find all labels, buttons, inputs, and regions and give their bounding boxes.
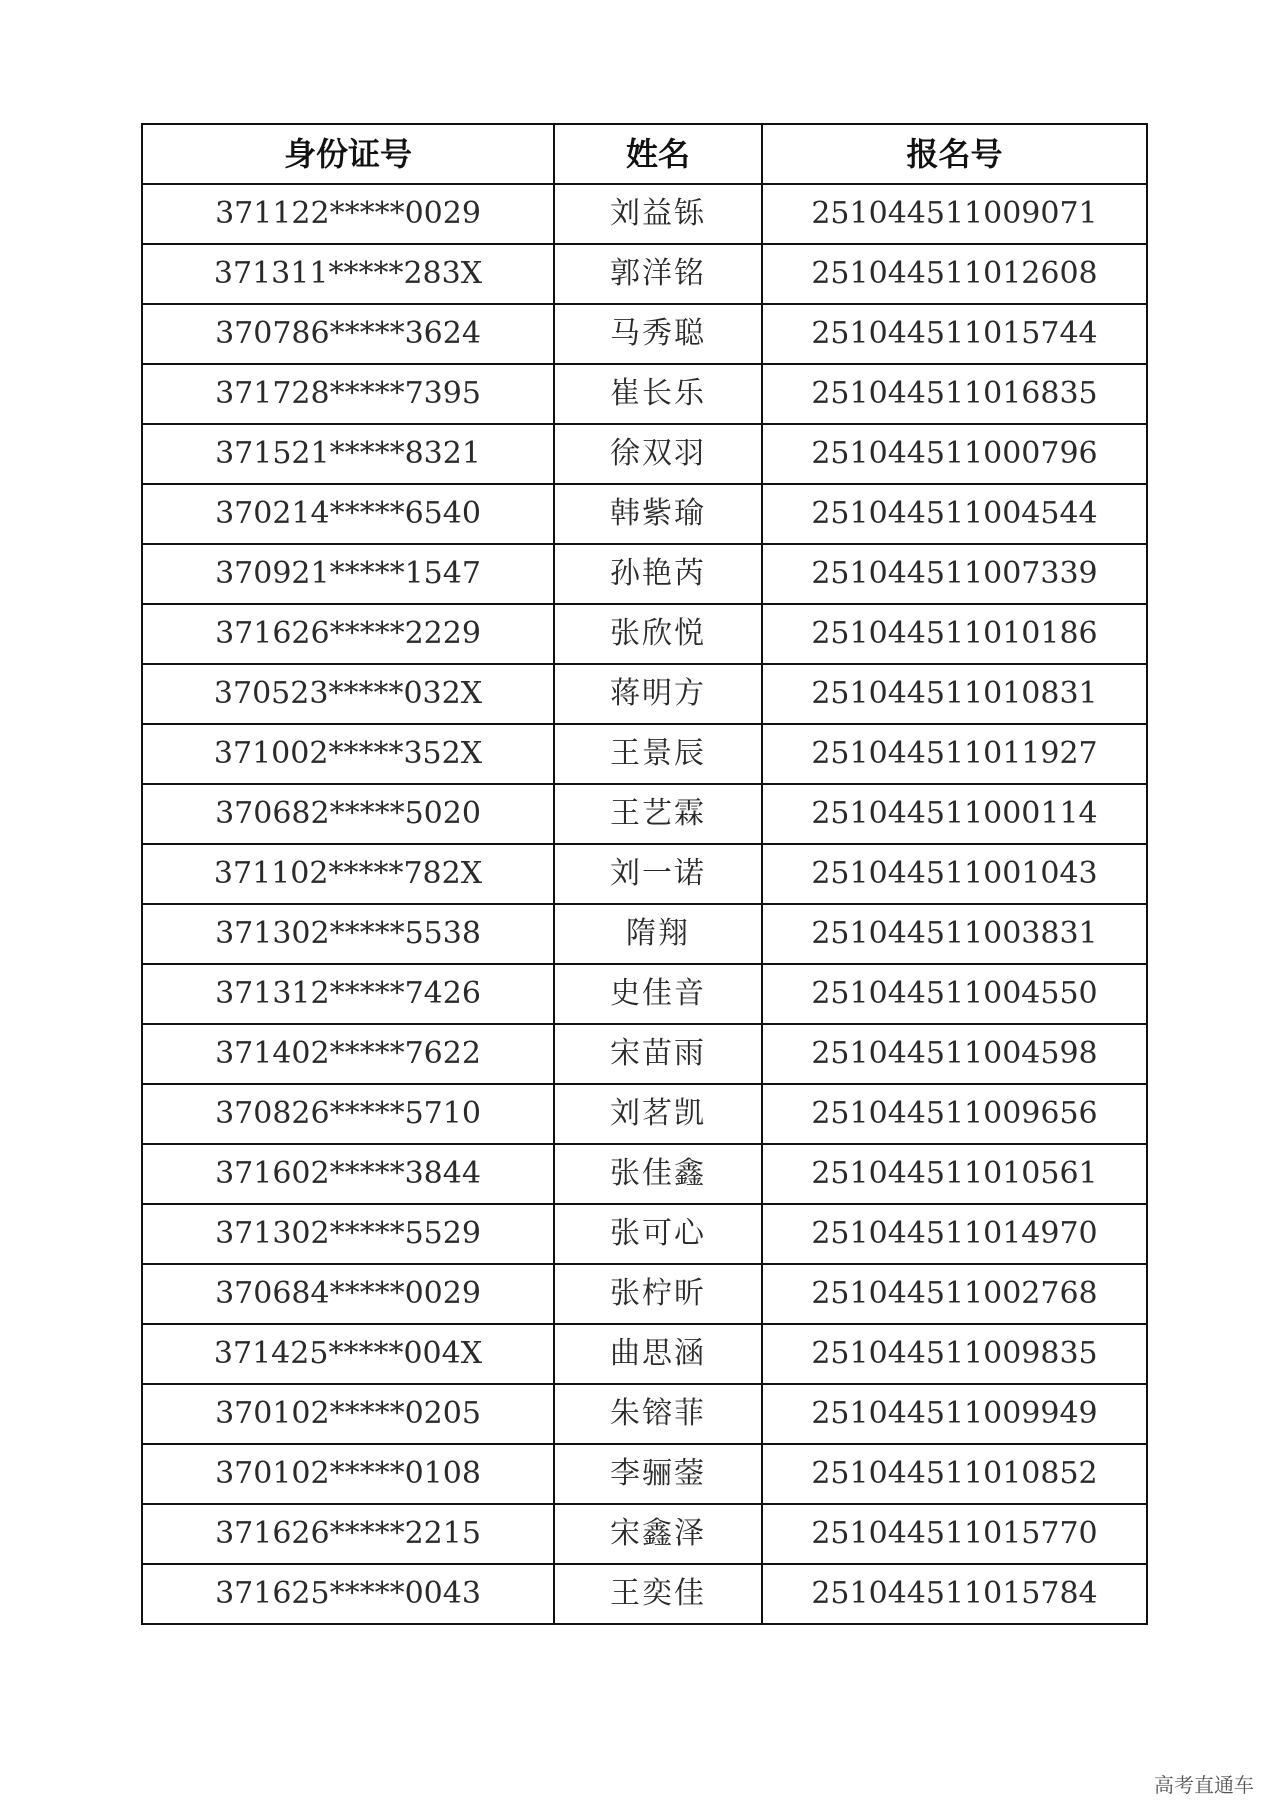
cell-registration-number: 251044511016835 — [762, 364, 1147, 424]
table-row — [142, 904, 1147, 964]
table-row — [142, 1444, 1147, 1504]
cell-id-number: 371626*****2229 — [142, 604, 554, 664]
table-row — [142, 1204, 1147, 1264]
cell-name: 史佳音 — [554, 964, 762, 1024]
table-row — [142, 544, 1147, 604]
table-row — [142, 604, 1147, 664]
cell-id-number: 370786*****3624 — [142, 304, 554, 364]
table-row — [142, 964, 1147, 1024]
cell-id-number: 371122*****0029 — [142, 184, 554, 244]
cell-id-number: 370102*****0108 — [142, 1444, 554, 1504]
cell-id-number: 371302*****5538 — [142, 904, 554, 964]
cell-registration-number: 251044511015770 — [762, 1504, 1147, 1564]
cell-registration-number: 251044511010831 — [762, 664, 1147, 724]
table-row — [142, 1024, 1147, 1084]
cell-id-number: 371402*****7622 — [142, 1024, 554, 1084]
cell-id-number: 371311*****283X — [142, 244, 554, 304]
header-registration-number: 报名号 — [762, 124, 1147, 184]
table-row — [142, 1144, 1147, 1204]
cell-registration-number: 251044511003831 — [762, 904, 1147, 964]
cell-name: 宋苗雨 — [554, 1024, 762, 1084]
cell-id-number: 371302*****5529 — [142, 1204, 554, 1264]
cell-id-number: 371602*****3844 — [142, 1144, 554, 1204]
table-row — [142, 664, 1147, 724]
cell-name: 崔长乐 — [554, 364, 762, 424]
cell-registration-number: 251044511004598 — [762, 1024, 1147, 1084]
table-row — [142, 484, 1147, 544]
table-header-row — [142, 124, 1147, 184]
table-row — [142, 784, 1147, 844]
cell-id-number: 370921*****1547 — [142, 544, 554, 604]
table-body — [142, 184, 1147, 1624]
cell-id-number: 371626*****2215 — [142, 1504, 554, 1564]
cell-id-number: 370102*****0205 — [142, 1384, 554, 1444]
cell-registration-number: 251044511000114 — [762, 784, 1147, 844]
cell-registration-number: 251044511011927 — [762, 724, 1147, 784]
cell-name: 刘茗凯 — [554, 1084, 762, 1144]
cell-name: 张欣悦 — [554, 604, 762, 664]
table-row — [142, 1084, 1147, 1144]
cell-name: 张柠昕 — [554, 1264, 762, 1324]
cell-id-number: 370826*****5710 — [142, 1084, 554, 1144]
table-row — [142, 1264, 1147, 1324]
cell-registration-number: 251044511009949 — [762, 1384, 1147, 1444]
cell-name: 隋翔 — [554, 904, 762, 964]
cell-name: 郭洋铭 — [554, 244, 762, 304]
cell-name: 王奕佳 — [554, 1564, 762, 1624]
table-row — [142, 424, 1147, 484]
cell-name: 张可心 — [554, 1204, 762, 1264]
header-name: 姓名 — [554, 124, 762, 184]
table-row — [142, 1324, 1147, 1384]
cell-id-number: 371625*****0043 — [142, 1564, 554, 1624]
cell-name: 张佳鑫 — [554, 1144, 762, 1204]
cell-id-number: 371728*****7395 — [142, 364, 554, 424]
cell-name: 王景辰 — [554, 724, 762, 784]
cell-registration-number: 251044511002768 — [762, 1264, 1147, 1324]
table-row — [142, 724, 1147, 784]
cell-name: 韩紫瑜 — [554, 484, 762, 544]
table-row — [142, 304, 1147, 364]
cell-id-number: 370684*****0029 — [142, 1264, 554, 1324]
cell-registration-number: 251044511000796 — [762, 424, 1147, 484]
cell-registration-number: 251044511012608 — [762, 244, 1147, 304]
table-row — [142, 184, 1147, 244]
cell-id-number: 371521*****8321 — [142, 424, 554, 484]
table-row — [142, 844, 1147, 904]
cell-id-number: 370214*****6540 — [142, 484, 554, 544]
cell-registration-number: 251044511009835 — [762, 1324, 1147, 1384]
cell-name: 曲思涵 — [554, 1324, 762, 1384]
cell-registration-number: 251044511015784 — [762, 1564, 1147, 1624]
cell-registration-number: 251044511010186 — [762, 604, 1147, 664]
cell-registration-number: 251044511010852 — [762, 1444, 1147, 1504]
cell-name: 李骊蓥 — [554, 1444, 762, 1504]
cell-registration-number: 251044511004544 — [762, 484, 1147, 544]
table-row — [142, 364, 1147, 424]
table-row — [142, 1384, 1147, 1444]
cell-name: 王艺霖 — [554, 784, 762, 844]
cell-registration-number: 251044511009071 — [762, 184, 1147, 244]
cell-registration-number: 251044511014970 — [762, 1204, 1147, 1264]
cell-registration-number: 251044511009656 — [762, 1084, 1147, 1144]
cell-name: 朱镕菲 — [554, 1384, 762, 1444]
cell-name: 徐双羽 — [554, 424, 762, 484]
cell-name: 宋鑫泽 — [554, 1504, 762, 1564]
cell-id-number: 370682*****5020 — [142, 784, 554, 844]
cell-name: 刘益铄 — [554, 184, 762, 244]
table-row — [142, 1564, 1147, 1624]
cell-registration-number: 251044511007339 — [762, 544, 1147, 604]
cell-id-number: 371002*****352X — [142, 724, 554, 784]
cell-id-number: 371312*****7426 — [142, 964, 554, 1024]
cell-name: 马秀聪 — [554, 304, 762, 364]
header-id-number: 身份证号 — [142, 124, 554, 184]
cell-name: 刘一诺 — [554, 844, 762, 904]
cell-name: 孙艳芮 — [554, 544, 762, 604]
candidate-table — [141, 123, 1148, 1625]
cell-registration-number: 251044511015744 — [762, 304, 1147, 364]
cell-registration-number: 251044511004550 — [762, 964, 1147, 1024]
table-row — [142, 1504, 1147, 1564]
table-row — [142, 244, 1147, 304]
cell-registration-number: 251044511010561 — [762, 1144, 1147, 1204]
cell-id-number: 371425*****004X — [142, 1324, 554, 1384]
cell-id-number: 370523*****032X — [142, 664, 554, 724]
cell-name: 蒋明方 — [554, 664, 762, 724]
watermark-text: 高考直通车 — [1154, 1773, 1254, 1797]
cell-registration-number: 251044511001043 — [762, 844, 1147, 904]
cell-id-number: 371102*****782X — [142, 844, 554, 904]
